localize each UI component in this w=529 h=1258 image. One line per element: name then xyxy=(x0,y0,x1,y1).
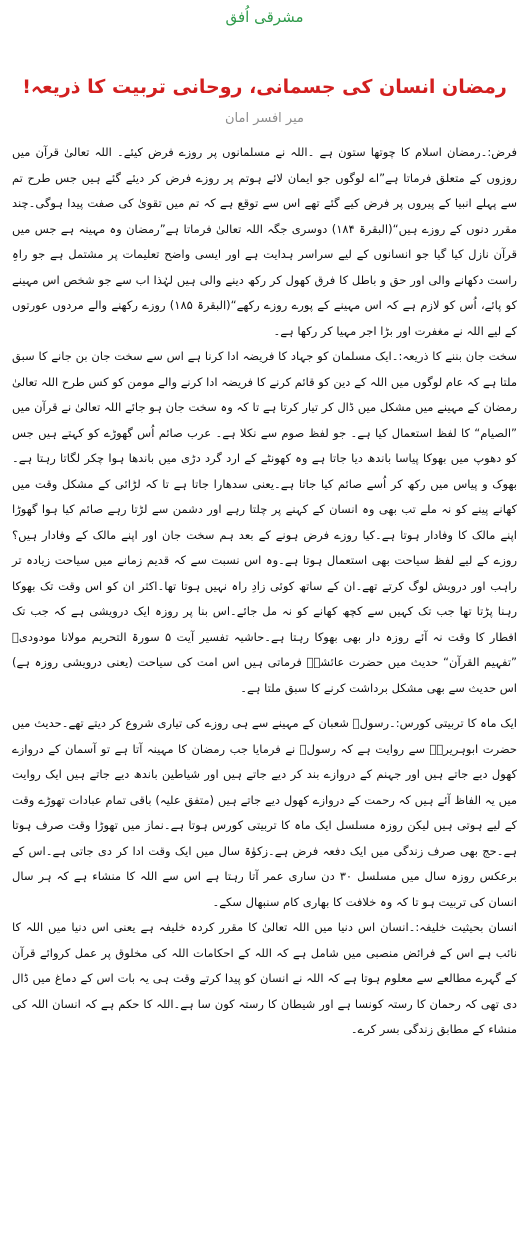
paragraph-fasting-obligation: فرض:۔رمضان اسلام کا چوتھا ستون ہے ۔اللہ نے مسلمانوں پر روزے فرض کیئے۔ اللہ تعالیٰ قرآن میں روزوں کے متعلق فرماتا ہے”اے لوگوں جو ایمان لائے ہوتم پر روزے فرض کر دیئے گئے ہیں جس طرح تم سے پہلے انبیا کے پیروں پر فرض کیے گئے تھے اس سے توقع ہے کہ تم میں تقویٰ کی صفت پیدا ہوگی۔چند مقرر دنوں کے روزے ہیں“(البقرۃ ۱۸۴) دوسری جگہ اللہ تعالیٰ فرماتا ہے”رمضان وہ مہینہ ہے جس میں قرآن نازل کیا گیا جو انسانوں کے لیے سراسر ہدایت ہے اور ایسی واضح تعلیمات پر مشتمل ہے جو راہِ راست دکھانے والی اور حق و باطل کا فرق کھول کر رکھ دینے والی ہیں لہٰذا اب سے جو شخص اس مہینے کو پائے، اُس کو لازم ہے کہ اس مہینے کے پورے روزے رکھے“(البقرۃ ۱۸۵) روزے رکھنے والے مردوں عورتوں کے لیے اللہ نے مغفرت اور بڑا اجر مہیا کر رکھا ہے۔ xyxy=(12,145,517,338)
section-heading: مشرقی اُفق xyxy=(225,8,304,26)
paragraph-endurance: سخت جان بننے کا ذریعہ:۔ایک مسلمان کو جہاد کا فریضہ ادا کرنا ہے اس سے سخت جان بن جانے کا سبق ملتا ہے کہ عام لوگوں میں اللہ کے دین کو قائم کرنے کا فریضہ ادا کرنے والے مومن کو کس طرح اللہ تعالیٰ رمضان کے مہینے میں مشکل میں ڈال کر تیار کرتا ہے تا کہ وہ سخت جان ہو جائے اللہ تعالیٰ نے قرآن میں ”الصیام“ کا لفظ استعمال کیا ہے۔ جو لفظ صوم سے نکلا ہے۔ عرب صائم اُس گھوڑے کو کہتے ہیں جس کو دھوپ میں بھوکا پیاسا باندھ دیا جاتا ہے وہ کھونٹے کے ارد گرد دڑی میں باندھا ہوا چکر لگاتا رہتا ہے۔ بھوک و پیاس میں رکھ کر اُسے صائم کیا جاتا ہے۔یعنی سدھارا جاتا ہے تا کہ لڑائی کے مشکل وقت میں کھانے پینے کو نہ ملے تب بھی وہ انسان کے کہنے پر چلتا رہے اور دشمن سے لڑتا رہے صائم کیا ہوا گھوڑا اپنے مالک کا وفادار ہوتا ہے۔کیا روزے فرض ہونے کے بعد ہم سخت جان اور اپنے مالک کے وفادار ہیں؟ روزے کے لیے لفظ سیاحت بھی استعمال ہوتا ہے۔وہ اس نسبت سے کہ قدیم زمانے میں سیاحت زیادہ تر راہب اور درویش لوگ کرتے تھے۔ان کے ساتھ کوئی زادِ راہ نہیں ہوتا تھا۔اکثر ان کو اس وقت تک بھوکا رہنا پڑتا تھا جب تک کہیں سے کچھ کھانے کو نہ مل جائے۔اس بنا پر روزہ ایک درویشی ہے کہ جب تک افطار کا وقت نہ آئے روزہ دار بھی بھوکا رہتا ہے۔حاشیہ تفسیر آیت ۵ سورۃ التحریم مولانا مودودیؒ ”تفہیم القرآن“ حدیث میں حضرت عائشہؓ فرماتی ہیں اس امت کی سیاحت (یعنی درویشی روزہ ہے) اس حدیث سے بھی مشکل برداشت کرنے کا سبق ملتا ہے۔ xyxy=(12,349,517,695)
paragraph-vicegerent: انسان بحیثیت خلیفہ:۔انسان اس دنیا میں اللہ تعالیٰ کا مقرر کردہ خلیفہ ہے یعنی اس دنیا میں اللہ کا نائب ہے اس کے فرائض منصبی میں شامل ہے کہ اللہ کے احکامات اللہ کی مخلوق پر عمل کروائے قرآن کے گہرے مطالعے سے معلوم ہوتا ہے کہ اللہ نے انسان کو پیدا کرتے وقت ہی یہ بات اس کے دماغ میں ڈال دی تھی کہ رحمان کا رستہ کونسا ہے اور شیطان کا رستہ کون سا ہے۔اللہ کا حکم ہے کہ انسان اللہ کی منشاء کے مطابق زندگی بسر کرے۔ xyxy=(12,920,517,1036)
article-title: رمضان انسان کی جسمانی، روحانی تربیت کا ذریعہ! xyxy=(22,76,507,98)
author-name: میر افسر امان xyxy=(224,111,304,126)
article-body xyxy=(12,140,517,1043)
paragraph-training-course: ایک ماہ کا تربیتی کورس:۔رسولؐ شعبان کے مہینے سے ہی روزے کی تیاری شروع کر دیتے تھے۔حدیث میں حضرت ابوہریرہؓ سے روایت ہے کہ رسولؐ نے فرمایا جب رمضان کا مہینہ آتا ہے تو آسمان کے دروازے کھول دیے جاتے ہیں اور جہنم کے دروازے بند کر دیے جاتے ہیں اور شیاطین باندھ دیے جاتے ہیں ایک روایت میں یہ الفاظ آئے ہیں کہ رحمت کے دروازے کھول دیے جاتے ہیں (متفق علیہ) باقی تمام عبادات تھوڑے وقت کے لیے ہوتی ہیں لیکن روزہ مسلسل ایک ماہ کا تربیتی کورس ہوتا ہے۔نماز میں تھوڑا وقت صرف ہوتا ہے۔حج بھی صرف زندگی میں ایک دفعہ فرض ہے۔زکوٰۃ سال میں ایک وقت ادا کر دی جاتی ہے۔اس کے برعکس روزہ سال میں مسلسل ۳۰ دن ساری عمر آتا رہتا ہے اس سے اللہ کا منشاء ہے کہ ہر سال انسان کی تربیت ہو تا کہ وہ خلافت کا بھاری کام سنبھال سکے۔ xyxy=(12,716,517,909)
